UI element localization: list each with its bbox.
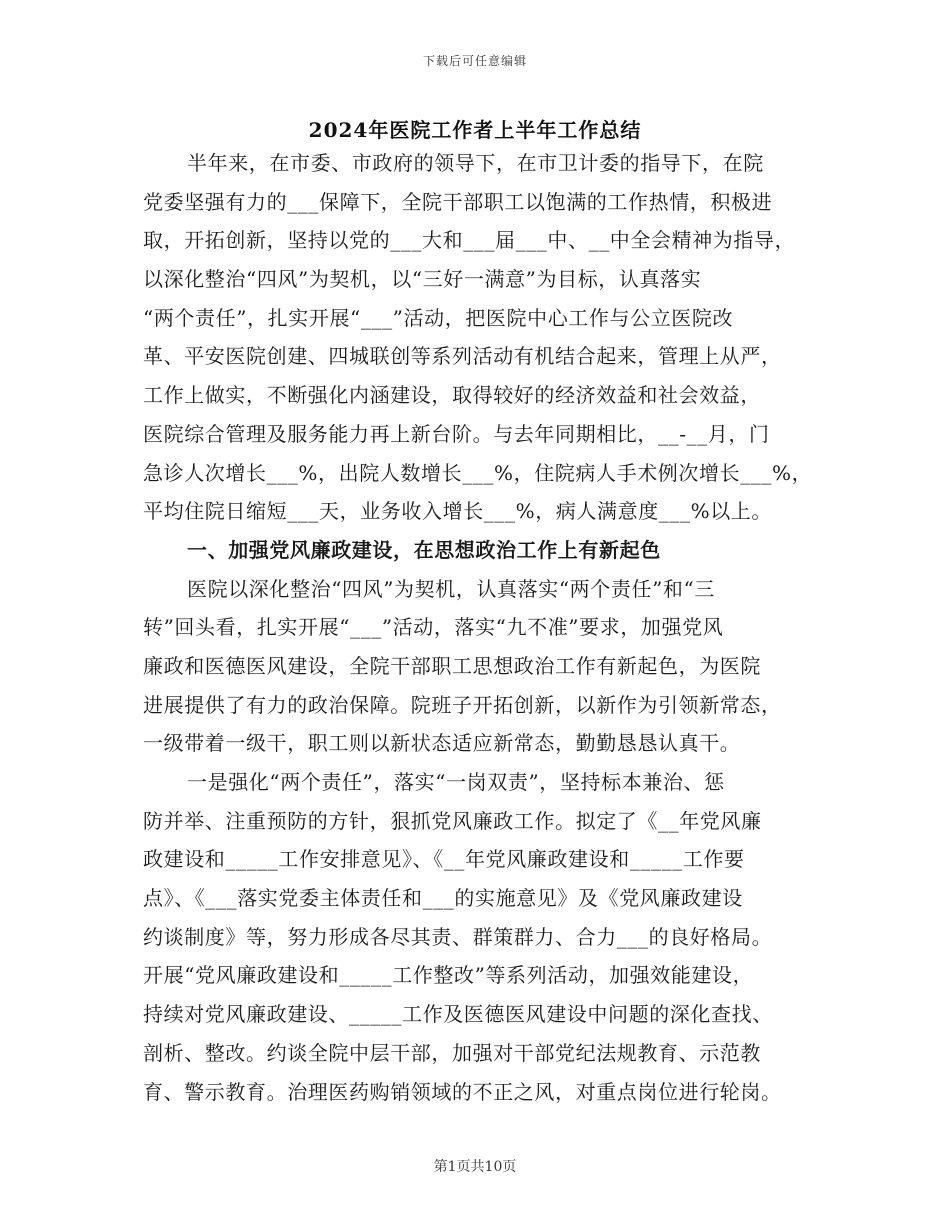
text-line: 育、警示教育。治理医药购销领域的不正之风，对重点岗位进行轮岗。 (143, 1079, 782, 1104)
text-line: 工作上做实，不断强化内涵建设，取得较好的经济效益和社会效益， (143, 383, 761, 408)
text-line: 廉政和医德医风建设，全院干部职工思想政治工作有新起色，为医院 (143, 653, 761, 678)
text-line: 防并举、注重预防的方针，狠抓党风廉政工作。拟定了《__年党风廉 (143, 808, 762, 833)
text-line: 开展“党风廉政建设和_____工作整改”等系列活动，加强效能建设， (143, 963, 754, 988)
text-line: 取，开拓创新，坚持以党的___大和___届___中、__中全会精神为指导， (143, 228, 796, 253)
text-line: 政建设和_____工作安排意见》、《__年党风廉政建设和_____工作要 (143, 847, 745, 872)
text-line: 进展提供了有力的政治保障。院班子开拓创新，以新作为引领新常态， (143, 692, 782, 717)
page-footer: 第1页共10页 (433, 1159, 517, 1175)
document-title: 2024年医院工作者上半年工作总结 (308, 118, 642, 142)
text-line: 转”回头看，扎实开展“___”活动，落实“九不准”要求，加强党风 (143, 615, 724, 640)
text-line: 党委坚强有力的___保障下，全院干部职工以饱满的工作热情，积极进 (143, 189, 773, 214)
text-line: 约谈制度》等，努力形成各尽其责、群策群力、合力___的良好格局。 (143, 924, 773, 949)
text-line: 持续对党风廉政建设、_____工作及医德医风建设中问题的深化查找、 (143, 1002, 773, 1027)
text-line: 医院以深化整治“四风”为契机，认真落实“两个责任”和“三 (187, 576, 715, 601)
section-heading: 一、加强党风廉政建设，在思想政治工作上有新起色 (187, 537, 661, 562)
text-line: 革、平安医院创建、四城联创等系列活动有机结合起来，管理上从严， (143, 344, 782, 369)
text-line: 急诊人次增长___%，出院人数增长___%，住院病人手术例次增长___%， (143, 460, 813, 485)
text-line: 以深化整治“四风”为契机，以“三好一满意”为目标，认真落实 (143, 267, 702, 292)
text-line: 剖析、整改。约谈全院中层干部，加强对干部党纪法规教育、示范教 (143, 1040, 761, 1065)
text-line: 一级带着一级干，职工则以新状态适应新常态，勤勤恳恳认真干。 (143, 731, 741, 756)
text-line: 点》、《___落实党委主体责任和___的实施意见》及《党风廉政建设 (143, 886, 743, 911)
text-line: 平均住院日缩短___天，业务收入增长___%，病人满意度___%以上。 (143, 499, 773, 524)
text-line: “两个责任”，扎实开展“___”活动，把医院中心工作与公立医院改 (143, 305, 734, 330)
page-header: 下载后可任意编辑 (422, 54, 527, 68)
document-body (143, 144, 815, 1111)
text-line: 医院综合管理及服务能力再上新台阶。与去年同期相比，__-__月，门 (143, 421, 770, 446)
text-line: 半年来，在市委、市政府的领导下，在市卫计委的指导下，在院 (187, 151, 764, 175)
text-line: 一是强化“两个责任”，落实“一岗双责”，坚持标本兼治、惩 (187, 770, 725, 794)
